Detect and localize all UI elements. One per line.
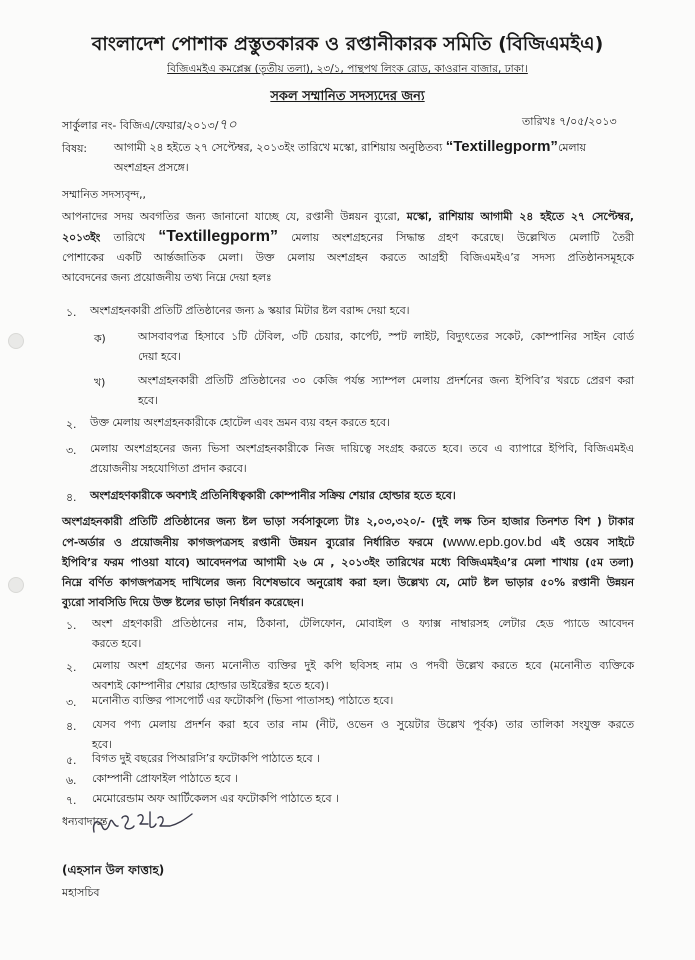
subject-line-1-end: মেলায় <box>557 141 586 154</box>
point-number: ৪. <box>66 491 77 504</box>
fee-line-5: ব্যুরো সাবসিডি দিয়ে উক্ত ষ্টলের ভাড়া নির্ধারন করেছেন। <box>62 596 304 609</box>
point-3-line-2: প্রয়োজনীয় সহযোগিতা প্রদান করবে। <box>90 462 247 475</box>
document-item-3: মনোনীত ব্যক্তির পাসপোর্ট এর ফটোকপি (ভিসা পাতাসহ) পাঠাতে হবে। <box>92 694 394 707</box>
document-item-4-line-2: হবে। <box>92 738 112 751</box>
point-number: ২. <box>66 418 77 431</box>
signatory-designation: মহাসচিব <box>62 886 100 899</box>
sub-point-ka <box>138 327 634 367</box>
document-number: ৬. <box>66 774 77 787</box>
document-number: ৫. <box>66 754 77 767</box>
subject-fair-name: “Textillegporm” <box>445 138 558 155</box>
subject-text <box>114 137 634 178</box>
intro-line-4: আবেদনের জন্য প্রয়োজনীয় তথ্য নিম্নে দেয়া হলঃ <box>62 271 272 284</box>
intro-line-1-bold: মস্কো, রাশিয়ায় আগামী ২৪ হইতে ২৭ সেপ্টেম্বর, <box>406 210 634 223</box>
sub-point-kha <box>138 371 634 411</box>
intro-line-3: পোশাকের একটি আর্ন্তজাতিক মেলা। উক্ত মেলায় অংশগ্রহন করতে আগ্রহী বিজিএমইএ’র সদস্য প্রতিষ্ঠানসমূহকে <box>62 251 634 264</box>
fee-line-2b: এই ওয়েব সাইটে <box>541 536 634 549</box>
document-item-1 <box>92 614 634 654</box>
document-item-2-line-2: অবশ্যই কোম্পানীর শেয়ার হোল্ডার ডাইরেক্টর হতে হবে)। <box>92 679 329 692</box>
document-number: ১. <box>66 619 77 632</box>
document-item-5: বিগত দুই বছরের পিআরসি’র ফটোকপি পাঠাতে হবে । <box>92 752 320 765</box>
document-number: ৭. <box>66 794 77 807</box>
signatory-name: (এহসান উল ফাত্তাহ) <box>62 863 165 877</box>
sub-point-label: ক) <box>94 332 106 345</box>
intro-year: ২০১৩ইং <box>62 231 101 244</box>
organization-title: বাংলাদেশ পোশাক প্রস্তুতকারক ও রপ্তানীকারক সমিতি (বিজিএমইএ) <box>91 33 604 55</box>
point-2: উক্ত মেলায় অংশগ্রহনকারীকে হোটেল এবং ভ্রমন ব্যয় বহন করতে হবে। <box>90 416 391 429</box>
document-number: ২. <box>66 661 77 674</box>
fee-line-3: ইপিবি’র ফরম পাওয়া যাবে) আবেদনপত্র আগামী ২৬ মে , ২০১৩ইং তারিখের মধ্যে বিজিএমইএ’র মেলা শাখায় (৫ম তলা) <box>62 556 634 569</box>
sub-point-kha-line-1: অংশগ্রহনকারী প্রতিটি প্রতিষ্ঠানের ৩০ কেজি পর্যন্ত স্যাম্পল মেলায় প্রদর্শনের জন্য ইপিবি’র খরচে প্রেরণ করা <box>138 374 634 387</box>
point-3 <box>90 439 634 479</box>
greeting: সম্মানিত সদস্যবৃন্দ,, <box>62 188 146 201</box>
intro-paragraph <box>62 207 634 288</box>
document-number: ৪. <box>66 720 77 733</box>
subject-line-1: আগামী ২৪ হইতে ২৭ সেপ্টেম্বর, ২০১৩ইং তারিখে মস্কো, রাশিয়ায় অনুষ্ঠিতব্য <box>114 141 446 154</box>
intro-fair-name: “Textillegporm” <box>158 228 278 245</box>
intro-line-1: আপনাদের সদয় অবগতির জন্য জানানো যাচ্ছে যে, রপ্তানী উন্নয়ন ব্যুরো, <box>62 210 407 223</box>
fee-line-4: নিম্নে বর্ণিত কাগজপত্রসহ দাখিলের জন্য বিশেষভাবে অনুরোধ করা হল। উল্লেখ্য যে, মোট ষ্টল ভাড়ার ৫০% রপ্তানী উন্নয়ন <box>62 576 634 589</box>
point-number: ১. <box>66 306 77 319</box>
circular-number-handwritten: ৭০ <box>218 117 237 133</box>
fee-paragraph <box>62 512 634 613</box>
circular-date: তারিখঃ ৭/০৫/২০১৩ <box>522 115 617 128</box>
fee-line-2a: পে-অর্ডার ও প্রয়োজনীয় কাগজপত্রসহ রপ্তানী উন্নয়ন ব্যুরোর নির্ধারিত ফরমে ( <box>62 536 448 549</box>
punch-hole <box>8 577 24 593</box>
sub-point-ka-line-1: আসবাবপত্র হিসাবে ১টি টেবিল, ৩টি চেয়ার, কার্পেট, স্পট লাইট, বিদ্যুৎতের সকেট, কোম্পানির সাইন বোর্ড <box>138 330 634 343</box>
audience-heading: সকল সম্মানিত সদস্যদের জন্য <box>270 89 425 104</box>
fee-line-1: অংশগ্রহনকারী প্রতিটি প্রতিষ্ঠানের জন্য ষ্টল ভাড়া সর্বসাকুল্যে টাঃ ২,০৩,৩২০/- (দুই লক্ষ তিন হাজার তিনশত বিশ ) টাকার <box>62 515 634 528</box>
document-item-2-line-1: মেলায় অংশ গ্রহণের জন্য মনোনীত ব্যক্তির দুই কপি ছবিসহ নাম ও পদবী উল্লেখ করতে হবে (মনোনীত ব্যক্তিকে <box>92 659 634 672</box>
point-4: অংশগ্রহণকারীকে অবশ্যই প্রতিনিধিত্বকারী কোম্পানীর সক্রিয় শেয়ার হোল্ডার হতে হবে। <box>90 489 456 502</box>
document-item-4-line-1: যেসব পণ্য মেলায় প্রদর্শন করা হবে তার নাম (নীট, ওভেন ও সুয়েটার উল্লেখ পূর্বক) তার তালিকা সংযুক্ত করতে <box>92 718 634 731</box>
document-number: ৩. <box>66 696 77 709</box>
subject-line-2: অংশগ্রহন প্রসঙ্গে। <box>114 161 189 174</box>
organization-address: বিজিএমইএ কমপ্লেক্স (তৃতীয় তলা), ২৩/১, পান্থপথ লিংক রোড, কাওরান বাজার, ঢাকা। <box>167 63 528 75</box>
sub-point-label: খ) <box>94 376 106 389</box>
subject-label: বিষয়: <box>62 142 88 155</box>
circular-reference <box>62 113 237 137</box>
document-item-1-line-2: করতে হবে। <box>92 637 142 650</box>
website-url: www.epb.gov.bd <box>447 534 542 549</box>
point-number: ৩. <box>66 444 77 457</box>
point-3-line-1: মেলায় অংশগ্রহনের জন্য ভিসা অংশগ্রহনকারীকে নিজ দায়িত্বে সংগ্রহ করতে হবে। তবে এ ব্যাপারে ইপিবি, বিজিএমইএ <box>90 442 634 455</box>
document-item-1-line-1: অংশ গ্রহণকারী প্রতিষ্ঠানের নাম, ঠিকানা, টেলিফোন, মোবাইল ও ফ্যাক্স নাম্বারসহ লেটার হেড প্যাডে আবেদন <box>92 617 634 630</box>
intro-line-2b: মেলায় অংশগ্রহনের সিদ্ধান্ত গ্রহণ করেছে। উল্লেখিত মেলাটি তৈরী <box>277 231 634 244</box>
document-item-2 <box>92 656 634 696</box>
sub-point-ka-line-2: দেয়া হবে। <box>138 350 181 363</box>
punch-hole <box>8 333 24 349</box>
handwritten-signature <box>88 804 198 844</box>
point-1: অংশগ্রহনকারী প্রতিটি প্রতিষ্ঠানের জন্য ৯ স্কয়ার মিটার ষ্টল বরাদ্দ দেয়া হবে। <box>90 304 410 317</box>
intro-line-2a: তারিখে <box>100 231 159 244</box>
closing-thanks: ধন্যবাদান্তে, <box>62 815 111 828</box>
document-item-7: মেমোরেন্ডাম অফ আর্টিকেলস এর ফটোকপি পাঠাতে হবে । <box>92 792 339 805</box>
circular-prefix: সার্কুলার নং- বিজিএ/ফেয়ার/২০১৩/ <box>62 119 219 132</box>
sub-point-kha-line-2: হবে। <box>138 394 158 407</box>
document-item-6: কোম্পানী প্রোফাইল পাঠাতে হবে । <box>92 772 238 785</box>
